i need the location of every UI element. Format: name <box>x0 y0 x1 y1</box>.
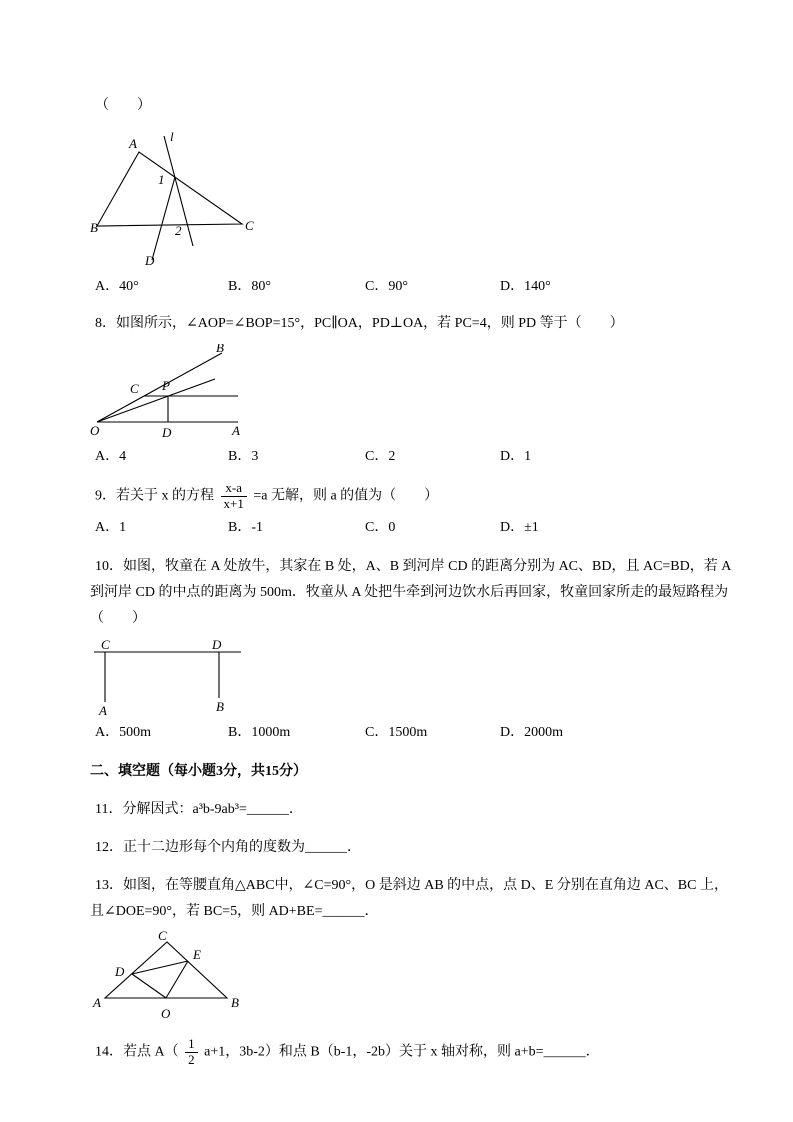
q10-option-a: A．500m <box>95 725 151 741</box>
q13-figure <box>90 930 735 1025</box>
q8-figure <box>90 344 735 444</box>
q7-triangle-ABC <box>97 152 242 226</box>
q12-text: 12．正十二边形每个内角的度数为______． <box>95 840 361 856</box>
q9-text <box>90 481 735 512</box>
q8-options <box>90 446 735 467</box>
q13-segment-DE <box>132 961 188 974</box>
q10-option-c: C．1500m <box>365 725 428 741</box>
q7-option-c: C．90° <box>365 278 408 294</box>
q10-option-b: B．1000m <box>228 725 291 741</box>
q7-figure <box>90 128 735 268</box>
q8-option-d: D．1 <box>500 449 532 465</box>
q7-option-b: B．80° <box>228 278 271 294</box>
q8-option-b: B．3 <box>228 449 259 465</box>
q7-label-B: B <box>90 219 98 235</box>
q9-fraction <box>221 481 247 512</box>
q9-option-b: B．-1 <box>228 520 263 536</box>
q9-text-post: =a 无解，则 a 的值为（ ） <box>253 489 439 505</box>
q7-label-A: A <box>129 135 137 151</box>
q8-label-P: P <box>162 378 170 394</box>
q8-ray-OB <box>97 353 222 422</box>
q10-label-C: C <box>101 640 110 653</box>
q10-figure <box>90 640 735 718</box>
q10-options <box>90 722 735 743</box>
q8-option-a: A．4 <box>95 449 127 465</box>
q13-label-D: D <box>115 963 125 979</box>
q11-text: 11．分解因式：a³b-9ab³=______． <box>95 802 303 818</box>
q10-label-D: D <box>212 640 222 653</box>
q14-fraction-numerator: 1 <box>185 1037 198 1053</box>
q9-option-d: D．±1 <box>500 520 539 536</box>
q9-fraction-denominator: x+1 <box>223 496 244 512</box>
q10-option-d: D．2000m <box>500 725 563 741</box>
q13-label-A: A <box>93 994 101 1010</box>
q8-text: 8．如图所示，∠AOP=∠BOP=15°，PC∥OA，PD⊥OA，若 PC=4，则 PD 等于（ ） <box>95 315 624 331</box>
q9-options <box>90 517 735 538</box>
q7-option-a: A．40° <box>95 278 139 294</box>
q7-label-C: C <box>245 217 254 233</box>
q8-label-B: B <box>216 344 224 356</box>
q13-label-O: O <box>161 1005 171 1021</box>
q7-options <box>90 276 735 297</box>
q8-label-C: C <box>130 381 139 397</box>
q7-label-angle2: 2 <box>175 222 182 238</box>
q8-ray-OP <box>97 379 215 422</box>
q9-option-a: A．1 <box>95 520 127 536</box>
q13-figure-svg <box>90 930 240 1025</box>
q8-label-D: D <box>162 425 172 441</box>
q14-text-pre: 14．若点 A（ <box>95 1044 179 1060</box>
q10-label-A: A <box>99 703 107 719</box>
q13-label-C: C <box>158 929 167 943</box>
q14-fraction <box>185 1037 198 1068</box>
q14-fraction-denominator: 2 <box>188 1051 195 1067</box>
q7-label-angle1: 1 <box>158 171 165 187</box>
q10-text: 10．如图，牧童在 A 处放牛，其家在 B 处，A、B 到河岸 CD 的距离分别为 AC、BD，且 AC=BD，若 A 到河岸 CD 的中点的距离为 500m．牧童从 A 处把牛牵到河边饮水后再回家，牧童回家所走的最短路程为（ ） <box>90 559 731 627</box>
q8-figure-svg <box>90 344 250 444</box>
q10-label-B: B <box>216 699 224 715</box>
section2-title: 二、填空题（每小题3分，共15分） <box>90 764 307 780</box>
q7-segment-to-D <box>152 177 175 260</box>
q13-segment-OE <box>166 961 188 998</box>
q13-label-B: B <box>231 994 239 1010</box>
q7-label-D: D <box>145 252 155 268</box>
q8-option-c: C．2 <box>365 449 396 465</box>
q8-label-O: O <box>90 423 100 439</box>
q7-figure-svg <box>90 128 270 268</box>
q14-text-post: a+1，3b-2）和点 B（b-1，-2b）关于 x 轴对称，则 a+b=______． <box>204 1044 600 1060</box>
q7-option-d: D．140° <box>500 278 551 294</box>
q7-label-l: l <box>170 128 174 144</box>
q10-figure-svg <box>90 640 250 718</box>
q9-text-pre: 9．若关于 x 的方程 <box>95 489 214 505</box>
q13-label-E: E <box>193 946 201 962</box>
q8-label-A: A <box>232 423 240 439</box>
q14-text <box>90 1037 735 1068</box>
q9-fraction-numerator: x-a <box>221 481 247 497</box>
q7-answer-paren: （ ） <box>95 98 151 113</box>
q13-text: 13．如图，在等腰直角△ABC中，∠C=90°，O 是斜边 AB 的中点，点 D、E 分别在直角边 AC、BC 上，且∠DOE=90°，若 BC=5，则 AD+BE=______． <box>90 878 728 920</box>
q13-segment-DO <box>132 974 166 998</box>
q9-option-c: C．0 <box>365 520 396 536</box>
